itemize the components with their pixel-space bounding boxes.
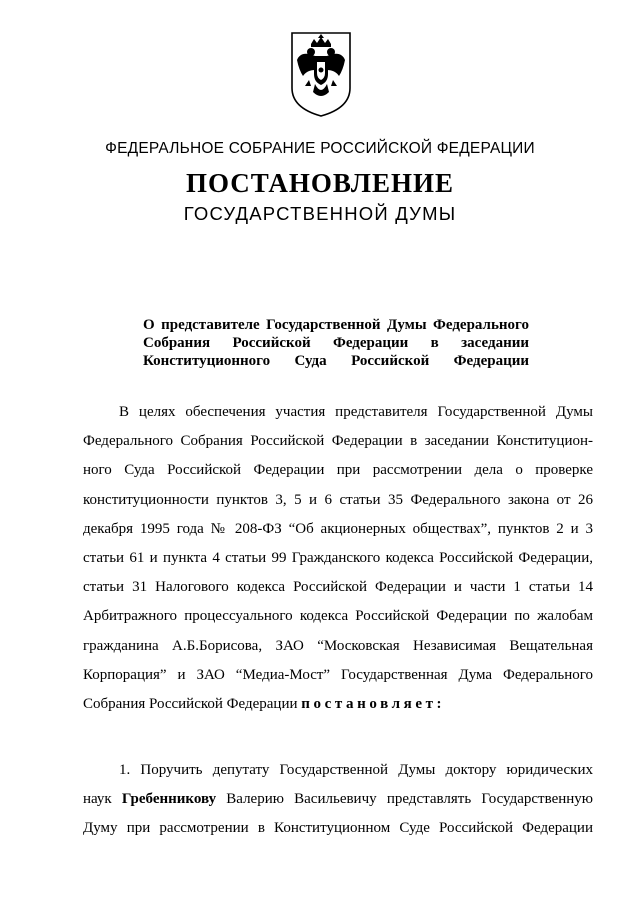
preamble-last-line — [83, 690, 593, 719]
subject-line: О представителе Государственной Думы Федерального — [143, 317, 529, 333]
preamble-line: статьи 61 и пункта 4 статьи 99 Гражданского кодекса Российской Федерации, — [83, 550, 593, 567]
preamble-line: конституционности пунктов 3, 5 и 6 статьи 35 Федерального закона от 26 — [83, 491, 593, 508]
subject-line: Собрания Российской Федерации в заседании — [143, 335, 529, 351]
preamble-line: Арбитражного процессуального кодекса Российской Федерации по жалобам — [83, 608, 593, 625]
document-type-title: ПОСТАНОВЛЕНИЕ — [185, 168, 455, 198]
point-text: Валерию Васильевичу представлять Государственную — [226, 791, 594, 808]
point-text: наук — [83, 791, 112, 808]
preamble-line: декабря 1995 года № 208-ФЗ “Об акционерных обществах”, пунктов 2 и 3 — [83, 520, 593, 537]
deputy-name: Гребенникову — [121, 791, 217, 808]
preamble-line: Корпорация” и ЗАО “Медиа-Мост” Государственная Дума Федерального — [83, 666, 593, 683]
preamble-line: гражданина А.Б.Борисова, ЗАО “Московская Независимая Вещательная — [83, 637, 593, 654]
resolves-keyword: постановляет: — [301, 696, 446, 713]
resolution-point-1 — [83, 756, 593, 844]
organization-header: ФЕДЕРАЛЬНОЕ СОБРАНИЕ РОССИЙСКОЙ ФЕДЕРАЦИИ — [105, 140, 535, 157]
point-line: 1. Поручить депутату Государственной Думы доктору юридических — [119, 762, 593, 778]
preamble-line: Федерального Собрания Российской Федерации в заседании Конституцион- — [83, 433, 593, 450]
preamble-line: Собрания Российской Федерации — [83, 696, 298, 713]
subject-line: Конституционного Суда Российской Федерации — [143, 353, 529, 369]
preamble-line: статьи 31 Налогового кодекса Российской Федерации и части 1 статьи 14 — [83, 579, 593, 596]
document-subject — [143, 316, 529, 370]
state-emblem-icon — [289, 30, 353, 118]
document-issuer: ГОСУДАРСТВЕННОЙ ДУМЫ — [183, 203, 457, 224]
point-line — [83, 785, 593, 814]
preamble-line: В целях обеспечения участия представителя Государственной Думы — [119, 404, 593, 420]
preamble-line: ного Суда Российской Федерации при рассмотрении дела о проверке — [83, 462, 593, 479]
preamble-paragraph — [83, 398, 593, 719]
point-line: Думу при рассмотрении в Конституционном Суде Российской Федерации — [83, 820, 593, 837]
